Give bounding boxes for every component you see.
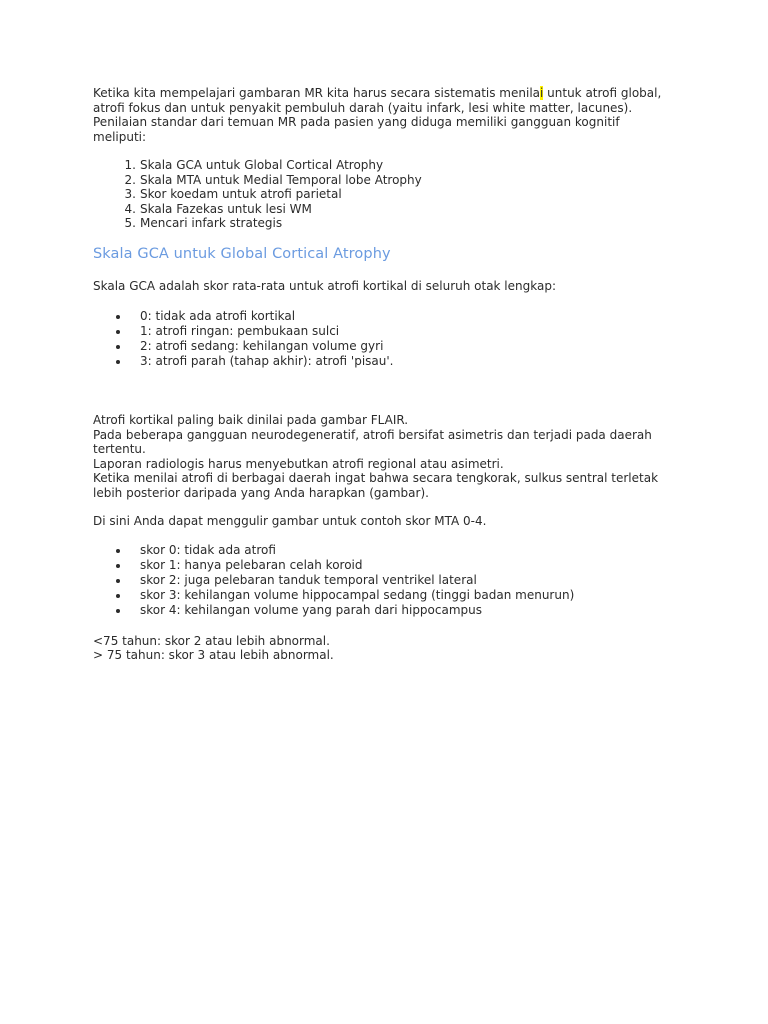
mta-score-list — [93, 543, 673, 618]
note-line: Laporan radiologis harus menyebutkan atrofi regional atau asimetri. — [93, 456, 504, 471]
list-item — [140, 588, 673, 603]
list-number: 3. — [124, 187, 136, 201]
bullet-icon — [116, 345, 120, 349]
list-number: 1. — [124, 158, 136, 172]
intro-paragraph-2: Penilaian standar dari temuan MR pada pasien yang diduga memiliki gangguan kognitif meliputi: — [93, 115, 620, 144]
bullet-icon — [116, 360, 120, 364]
threshold-line: > 75 tahun: skor 3 atau lebih abnormal. — [93, 648, 334, 662]
gca-score-list — [93, 309, 673, 369]
list-item-text: Skor koedam untuk atrofi parietal — [140, 187, 342, 201]
bullet-icon — [116, 564, 120, 568]
list-item-text: Skala Fazekas untuk lesi WM — [140, 201, 312, 216]
list-item-text: 3: atrofi parah (tahap akhir): atrofi 'pisau'. — [140, 354, 394, 368]
text-highlight: i — [540, 86, 544, 100]
list-item-text: 0: tidak ada atrofi kortikal — [140, 309, 296, 323]
list-number: 4. — [124, 201, 136, 216]
bullet-icon — [116, 549, 120, 553]
list-item-text: Skala MTA untuk Medial Temporal lobe Atrophy — [140, 172, 422, 187]
intro-paragraph — [93, 86, 673, 115]
list-item — [140, 573, 673, 588]
document-page — [93, 86, 673, 663]
bullet-icon — [116, 315, 120, 319]
list-item-text: skor 2: juga pelebaran tanduk temporal ventrikel lateral — [140, 572, 477, 587]
list-item-text: skor 3: kehilangan volume hippocampal sedang (tinggi badan menurun) — [140, 587, 575, 602]
list-item — [124, 172, 673, 188]
criteria-list — [93, 158, 673, 231]
list-item-text: skor 1: hanya pelebaran celah koroid — [140, 557, 363, 572]
bullet-icon — [116, 579, 120, 583]
bullet-icon — [116, 330, 120, 334]
note-line: Atrofi kortikal paling baik dinilai pada gambar FLAIR. — [93, 413, 409, 427]
list-item — [140, 339, 673, 354]
list-item — [140, 603, 673, 618]
list-item — [140, 354, 673, 369]
note-line: Pada beberapa gangguan neurodegeneratif, atrofi bersifat asimetris dan terjadi pada daerah tertentu. — [93, 427, 652, 456]
bullet-icon — [116, 594, 120, 598]
mta-intro: Di sini Anda dapat menggulir gambar untuk contoh skor MTA 0-4. — [93, 514, 487, 528]
threshold-line: <75 tahun: skor 2 atau lebih abnormal. — [93, 633, 330, 648]
list-item-text: 2: atrofi sedang: kehilangan volume gyri — [140, 339, 384, 353]
intro-text-part1: Ketika kita mempelajari gambaran MR kita harus secara sistematis menila — [93, 86, 540, 100]
list-item — [140, 324, 673, 339]
list-item — [140, 558, 673, 573]
list-item — [124, 216, 673, 231]
list-item — [124, 187, 673, 202]
list-number: 2. — [124, 172, 136, 187]
list-item-text: Skala GCA untuk Global Cortical Atrophy — [140, 158, 384, 172]
list-item-text: skor 4: kehilangan volume yang parah dari hippocampus — [140, 602, 483, 617]
list-number: 5. — [124, 216, 136, 230]
list-item — [124, 201, 673, 217]
list-item — [140, 543, 673, 558]
list-item-text: 1: atrofi ringan: pembukaan sulci — [140, 324, 340, 338]
section-heading-gca: Skala GCA untuk Global Cortical Atrophy — [93, 245, 391, 262]
gca-intro: Skala GCA adalah skor rata-rata untuk atrofi kortikal di seluruh otak lengkap: — [93, 278, 557, 293]
list-item-text: Mencari infark strategis — [140, 216, 283, 230]
list-item — [124, 158, 673, 173]
list-item — [140, 309, 673, 324]
list-item-text: skor 0: tidak ada atrofi — [140, 542, 276, 557]
bullet-icon — [116, 609, 120, 613]
intro-text-part2: untuk atrofi global, atrofi fokus dan untuk penyakit pembuluh darah (yaitu infark, lesi white matter, lacunes). — [93, 86, 662, 115]
note-line: Ketika menilai atrofi di berbagai daerah ingat bahwa secara tengkorak, sulkus sentral terletak lebih posterior daripada yang Anda harapkan (gambar). — [93, 471, 659, 500]
